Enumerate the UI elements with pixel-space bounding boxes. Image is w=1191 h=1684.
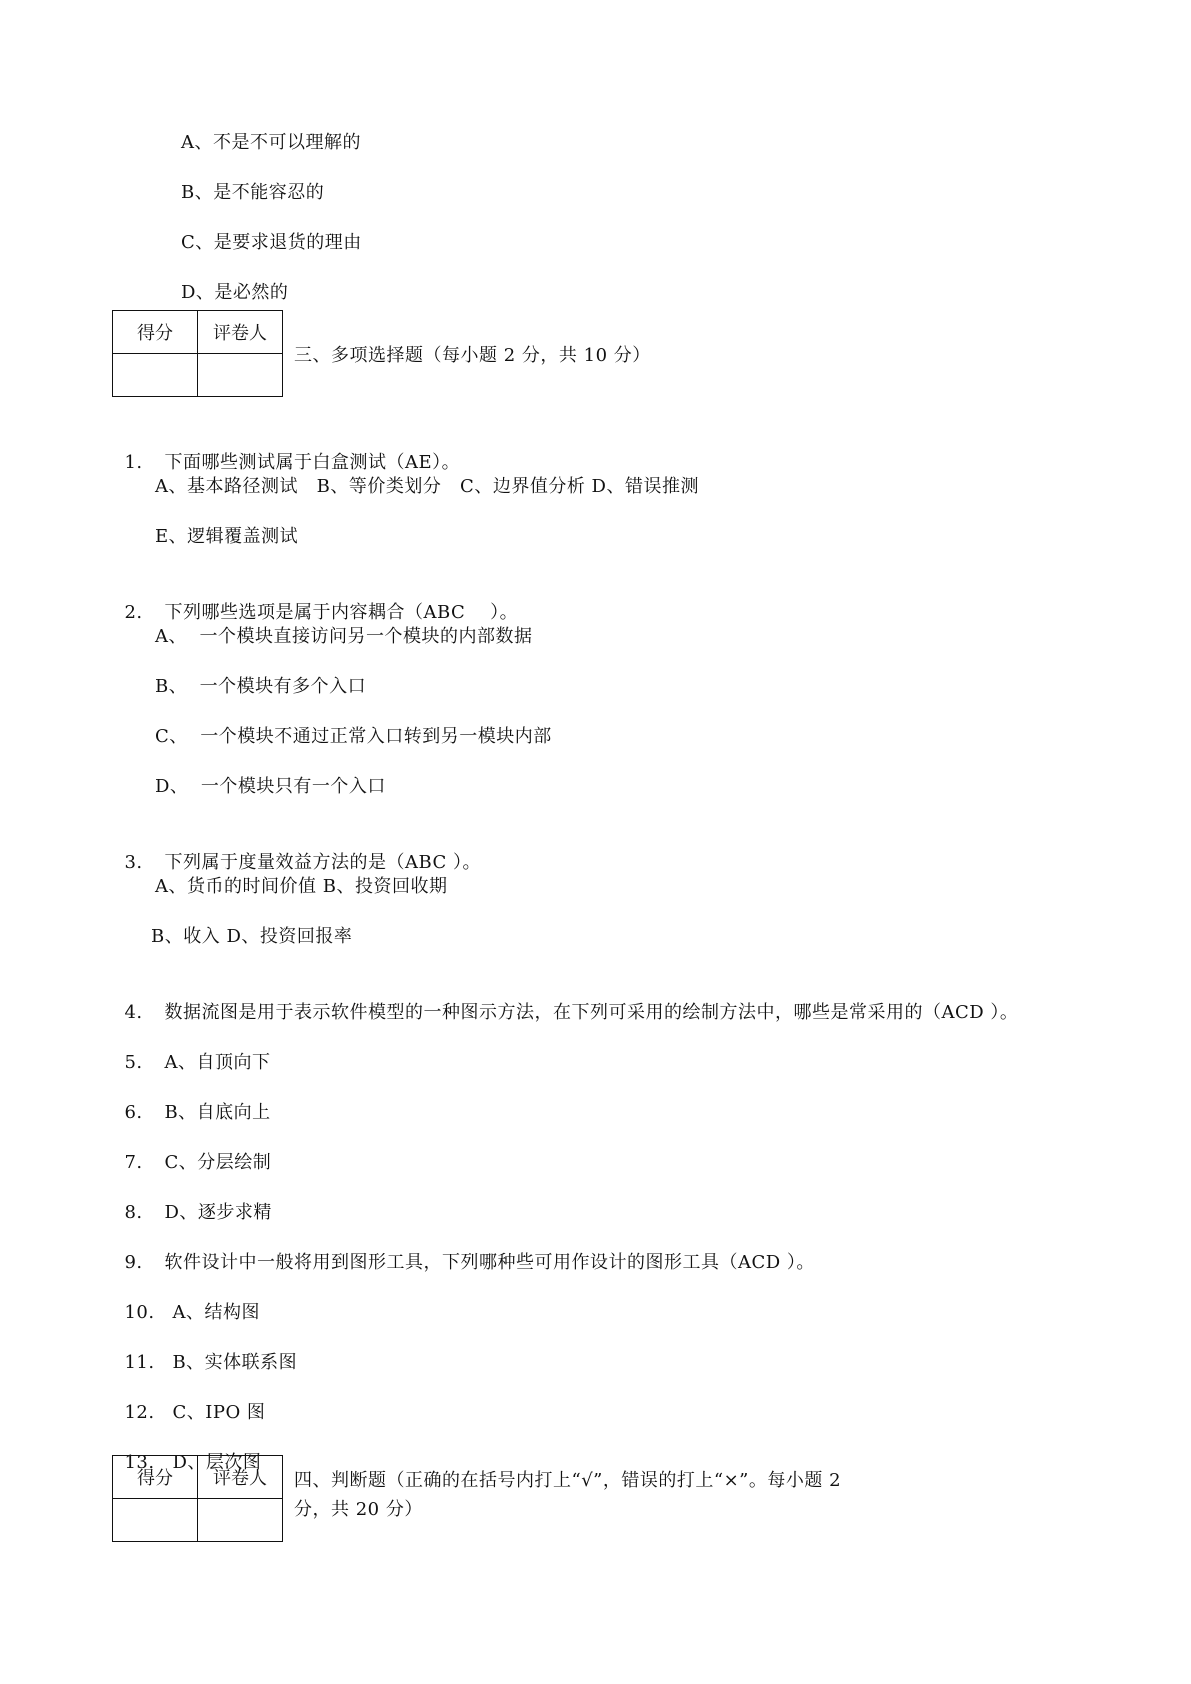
option-text: B、是不能容忍的 (181, 182, 325, 203)
list-item (112, 1374, 265, 1426)
option-text: E、逻辑覆盖测试 (155, 526, 299, 547)
option-text: A、不是不可以理解的 (181, 132, 361, 153)
score-label: 得分 (113, 311, 198, 354)
item-text: 软件设计中一般将用到图形工具，下列哪种些可用作设计的图形工具（ACD ）。 (164, 1252, 815, 1273)
list-item (112, 974, 1018, 1026)
option-text: C、是要求退货的理由 (181, 232, 362, 253)
item-text: B、自底向上 (164, 1102, 271, 1123)
item-number: 8. (124, 1202, 143, 1223)
score-cell (113, 354, 198, 397)
section-title: 四、判断题（正确的在括号内打上“√”，错误的打上“×”。每小题 2 (294, 1470, 842, 1491)
option-text: C、 一个模块不通过正常入口转到另一模块内部 (155, 726, 552, 747)
item-text: B、实体联系图 (172, 1352, 298, 1373)
grader-label: 评卷人 (198, 1456, 283, 1499)
question-number: 3. (124, 852, 143, 873)
section-title-continued: 分，共 20 分） (294, 1499, 423, 1520)
question-text: 下列属于度量效益方法的是（ABC ）。 (164, 852, 482, 873)
option-text: A、货币的时间价值 B、投资回收期 (155, 876, 448, 897)
list-item (112, 1024, 270, 1076)
option-text: A、基本路径测试 B、等价类划分 C、边界值分析 D、错误推测 (155, 476, 699, 497)
item-text: D、层次图 (172, 1452, 262, 1473)
question-2 (112, 574, 518, 626)
item-number: 9. (124, 1252, 143, 1273)
question-number: 2. (124, 602, 143, 623)
list-item (112, 1324, 297, 1376)
grader-cell (198, 1499, 283, 1542)
option-text: D、 一个模块只有一个入口 (155, 776, 386, 797)
item-number: 12. (124, 1402, 155, 1423)
section-title: 三、多项选择题（每小题 2 分，共 10 分） (294, 345, 651, 366)
item-number: 4. (124, 1002, 143, 1023)
grader-label: 评卷人 (198, 311, 283, 354)
question-text: 下列哪些选项是属于内容耦合（ABC ）。 (164, 602, 519, 623)
option-text: B、收入 D、投资回报率 (151, 926, 353, 947)
question-text: 下面哪些测试属于白盒测试（AE）。 (164, 452, 461, 473)
item-number: 7. (124, 1152, 143, 1173)
grader-cell (198, 354, 283, 397)
item-text: 数据流图是用于表示软件模型的一种图示方法，在下列可采用的绘制方法中，哪些是常采用的（ACD ）。 (164, 1002, 1019, 1023)
list-item (112, 1274, 260, 1326)
item-text: A、结构图 (172, 1302, 260, 1323)
item-number: 5. (124, 1052, 143, 1073)
item-number: 6. (124, 1102, 143, 1123)
option-text: D、是必然的 (181, 282, 289, 303)
list-item (112, 1174, 272, 1226)
item-text: C、分层绘制 (164, 1152, 272, 1173)
score-cell (113, 1499, 198, 1542)
question-1 (112, 424, 460, 476)
score-box (112, 310, 283, 397)
question-number: 1. (124, 452, 143, 473)
list-item (112, 1124, 271, 1176)
item-text: D、逐步求精 (164, 1202, 272, 1223)
item-number: 13. (124, 1452, 155, 1473)
item-number: 11. (124, 1352, 155, 1373)
item-number: 10. (124, 1302, 155, 1323)
item-text: C、IPO 图 (172, 1402, 266, 1423)
item-text: A、自顶向下 (164, 1052, 271, 1073)
option-text: B、 一个模块有多个入口 (155, 676, 367, 697)
option-text: A、 一个模块直接访问另一个模块的内部数据 (155, 626, 533, 647)
score-box (112, 1455, 283, 1542)
question-3 (112, 824, 481, 876)
score-label: 得分 (113, 1456, 198, 1499)
list-item (112, 1074, 271, 1126)
list-item (112, 1224, 815, 1276)
